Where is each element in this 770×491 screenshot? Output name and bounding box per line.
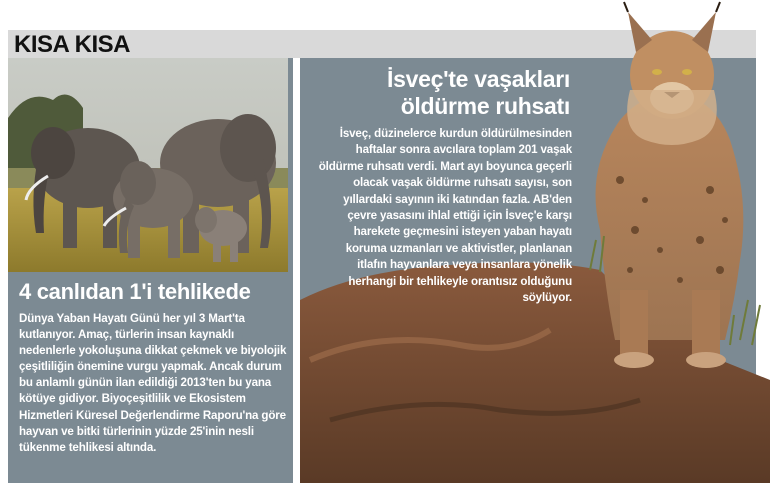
right-story-body: İsveç, düzinelerce kurdun öldürülmesinden haftalar sonra avcılara toplam 201 vaşak öldürme ruhsatı verdi. Mart ayı boyunca geçerli olacak vaşak öldürme ruhsatı sayısı, son yıllardaki sayının iki katından fazla. AB'den çevre yasasını ihlal ettiği için İsveç'e karşı harekete geçmesini isteyen yaban hayatı koruma uzmanları ve aktivistler, planlanan itlafın hayvanlara veya insanlara yönelik herhangi bir tehlikeyle orantısız olduğunu söylüyor. <box>318 127 572 305</box>
right-story-headline: İsveç'te vaşakları öldürme ruhsatı <box>387 66 570 119</box>
column-divider <box>296 58 298 483</box>
left-story-body: Dünya Yaban Hayatı Günü her yıl 3 Mart'ta kutlanıyor. Amaç, türlerin insan kaynaklı nedenlerle yokoluşuna dikkat çekmek ve biyolojik çeşitliliğin önemine vurgu yapmak. Ancak durum bu anlamlı günün ilan edildiği 2013'ten bu yana kötüye gidiyor. Biyoçeşitlilik ve Ekosistem Hizmetleri Küresel Değerlendirme Raporu'na göre hayvan ve bitki türlerinin yüzde 25'inin nesli tükenme tehlikesi altında. <box>19 312 287 454</box>
left-story-headline: 4 canlıdan 1'i tehlikede <box>19 279 251 304</box>
section-title: KISA KISA <box>14 31 130 58</box>
elephant-herd-photo <box>8 58 288 272</box>
